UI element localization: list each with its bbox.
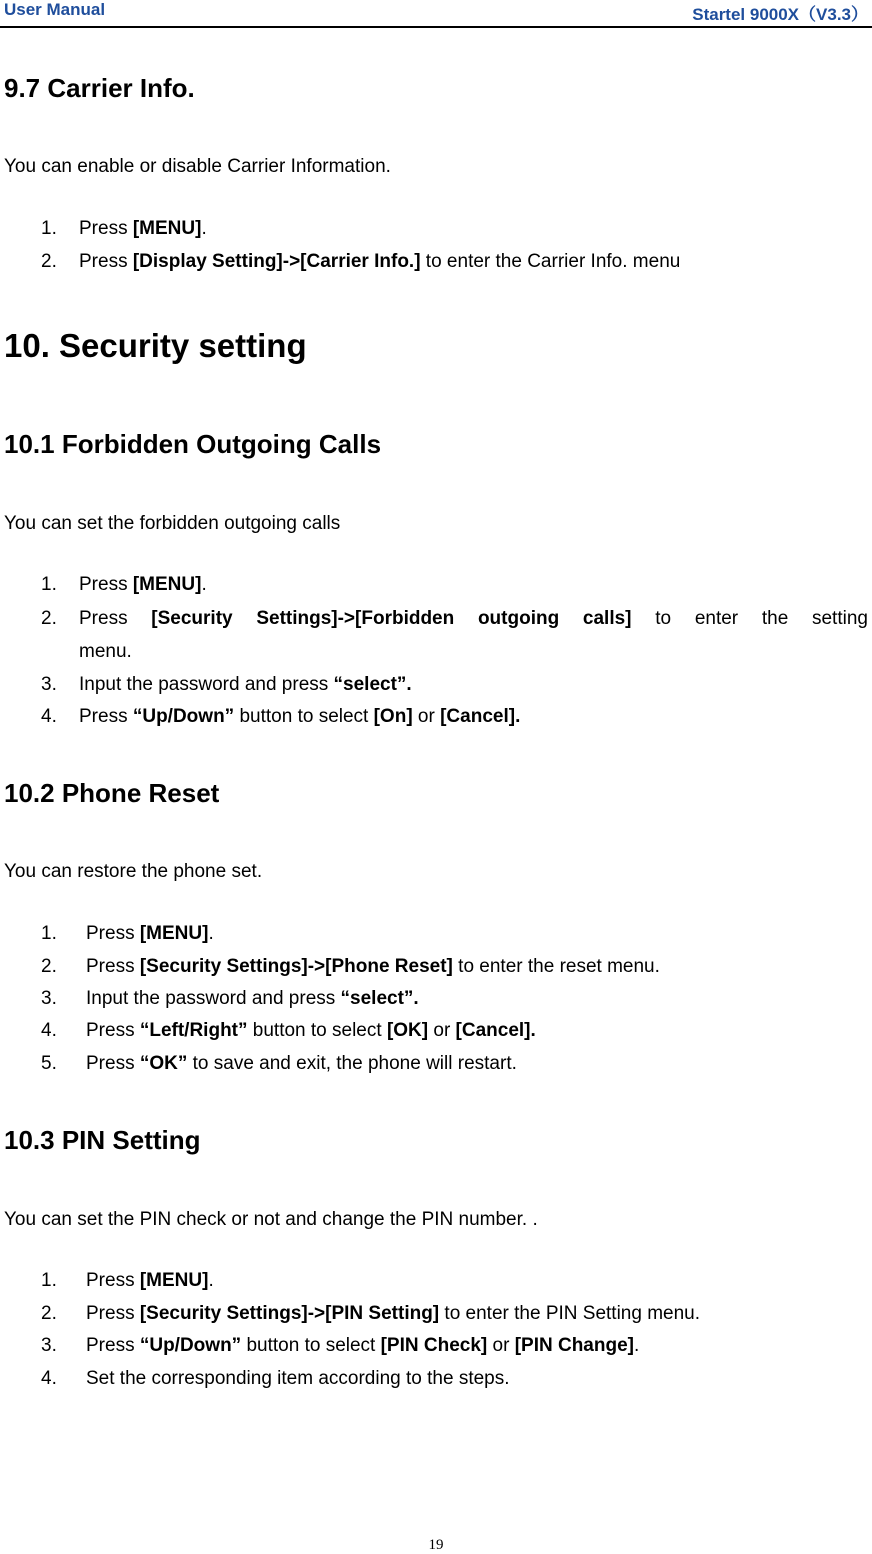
section-10-3-step-3: Press “Up/Down” button to select [PIN Check] or [PIN Change]. — [86, 1335, 640, 1356]
section-10-2-step-4: Press “Left/Right” button to select [OK] or [Cancel]. — [86, 1020, 536, 1041]
step-number: 1. — [41, 1270, 57, 1291]
step-number: 2. — [41, 608, 57, 629]
section-9-7-intro: You can enable or disable Carrier Information. — [4, 156, 391, 177]
section-9-7-title: 9.7 Carrier Info. — [4, 73, 195, 103]
step-number: 3. — [41, 988, 57, 1009]
section-10-3-title: 10.3 PIN Setting — [4, 1125, 201, 1155]
section-10-1-step-3: Input the password and press “select”. — [79, 674, 412, 695]
step-number: 4. — [41, 1368, 57, 1389]
step-number: 3. — [41, 674, 57, 695]
section-10-3-step-1: Press [MENU]. — [86, 1270, 214, 1291]
section-10-1-intro: You can set the forbidden outgoing calls — [4, 513, 341, 534]
chapter-10-title: 10. Security setting — [4, 327, 307, 364]
page-number: 19 — [428, 1537, 444, 1553]
section-10-3-step-2: Press [Security Settings]->[PIN Setting] to enter the PIN Setting menu. — [86, 1303, 701, 1324]
step-number: 5. — [41, 1053, 57, 1074]
section-10-2-step-2: Press [Security Settings]->[Phone Reset] to enter the reset menu. — [86, 956, 660, 977]
step-number: 2. — [41, 251, 57, 272]
section-9-7-step-1: Press [MENU]. — [79, 218, 207, 239]
section-10-2-title: 10.2 Phone Reset — [4, 778, 220, 808]
section-10-2-intro: You can restore the phone set. — [4, 861, 263, 882]
step-number: 2. — [41, 956, 57, 977]
step-number: 1. — [41, 218, 57, 239]
step-number: 3. — [41, 1335, 57, 1356]
step-number: 1. — [41, 923, 57, 944]
header-doc-title: User Manual — [4, 0, 106, 19]
step-number: 2. — [41, 1303, 57, 1324]
step-number: 4. — [41, 706, 57, 727]
section-9-7-step-2: Press [Display Setting]->[Carrier Info.] to enter the Carrier Info. menu — [79, 251, 681, 272]
section-10-2-step-5: Press “OK” to save and exit, the phone will restart. — [86, 1053, 517, 1074]
section-10-1-step-2-line-2: menu. — [79, 641, 132, 662]
section-10-1-step-1: Press [MENU]. — [79, 574, 207, 595]
section-10-3-step-4: Set the corresponding item according to the steps. — [86, 1368, 510, 1389]
step-number: 4. — [41, 1020, 57, 1041]
section-10-1-title: 10.1 Forbidden Outgoing Calls — [4, 429, 382, 459]
section-10-2-step-3: Input the password and press “select”. — [86, 988, 419, 1009]
section-10-1-step-2-line-1: Press [Security Settings]->[Forbidden outgoing calls] to enter the setting — [79, 608, 868, 629]
section-10-2-step-1: Press [MENU]. — [86, 923, 214, 944]
section-10-1-step-4: Press “Up/Down” button to select [On] or [Cancel]. — [79, 706, 521, 727]
section-10-3-intro: You can set the PIN check or not and change the PIN number. . — [4, 1209, 538, 1230]
page-header — [0, 0, 872, 28]
step-number: 1. — [41, 574, 57, 595]
header-product-version: Startel 9000X（V3.3） — [692, 5, 868, 24]
